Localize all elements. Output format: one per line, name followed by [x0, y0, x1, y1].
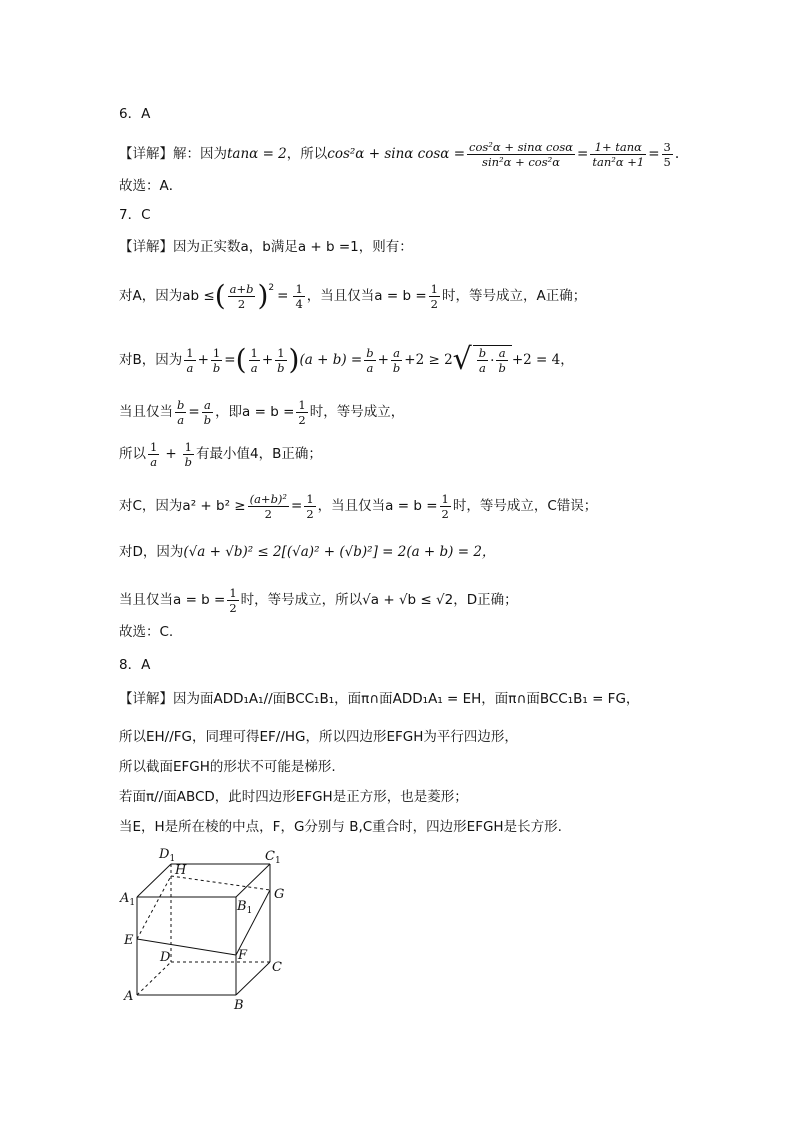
- q7-option-d-equality: 当且仅当a = b = $\frac{1}{2}$ 时，等号成立，所以√a + √b ≤ √2，D正确；: [119, 585, 518, 615]
- q7-intro: 【详解】因为正实数a，b满足a + b =1，则有：: [119, 239, 413, 255]
- label-A: A: [124, 989, 134, 1004]
- q6-tan-eq: tanα = 2: [227, 146, 287, 162]
- q7-answer: 故选：C.: [119, 624, 174, 640]
- q6-fraction-2: $\frac{1+ \tan\alpha}{\text{tan²α +1}}$: [592, 139, 645, 169]
- q6-label: 6．A: [119, 106, 151, 122]
- cube-figure: [115, 840, 315, 1015]
- q8-line-2: 所以EH//FG，同理可得EF//HG，所以四边形EFGH为平行四边形，: [119, 729, 518, 745]
- edge-BC: [236, 962, 270, 995]
- label-E: E: [124, 933, 134, 948]
- q7-label: 7．C: [119, 207, 151, 223]
- edge-B1C1: [236, 864, 270, 897]
- label-D1: $D_1$: [159, 847, 176, 864]
- q6-so: ，所以: [286, 146, 328, 162]
- q8-line-1: 【详解】因为面ADD₁A₁//面BCC₁B₁，面π∩面ADD₁A₁ = EH，面π∩面BCC₁B₁ = FG，: [119, 691, 640, 707]
- q6-detail-text: 【详解】解：因为: [119, 146, 227, 162]
- q7-option-b-equality: 当且仅当 $\frac{b}{a}$ = $\frac{a}{b}$ ，即a = b = $\frac{1}{2}$ 时，等号成立，: [119, 397, 405, 427]
- q8-line-3: 所以截面EFGH的形状不可能是梯形.: [119, 759, 336, 775]
- label-C1: $C_1$: [265, 849, 281, 866]
- hidden-EH: [137, 876, 171, 939]
- q7-option-b: 对B，因为 $\frac{1}{a}$ + $\frac{1}{b}$ = ( $\frac{1}{a}$ + $\frac{1}{b}$ ) (a + b) = $\frac{b}{a}$ + $\frac{a}{b}$ +2 ≥ 2 √ $\frac{b}{a}$ · $\frac{a}{b}$ +2 = 4，: [119, 342, 574, 377]
- label-B: B: [234, 998, 244, 1013]
- q8-line-5: 当E，H是所在棱的中点，F，G分别与 B,C重合时，四边形EFGH是长方形.: [119, 819, 562, 835]
- q6-detail-line: 【详解】解：因为 tanα = 2 ，所以 cos²α + sinα cosα = $\frac{\text{cos²α + sinα cosα}}{\text{sin²α + cos²α}}$ = $\frac{1+ \tan\alpha}{\text{tan²α +1}}$ = $\frac{3}{5}$ .: [119, 139, 680, 169]
- q7-option-c: 对C，因为a² + b² ≥ $\frac{\text{(a+b)²}}{2}$ = $\frac{1}{2}$ ，当且仅当a = b = $\frac{1}{2}$ 时，等号成立，C错误；: [119, 491, 598, 521]
- q8-label: 8．A: [119, 657, 151, 673]
- label-F: F: [238, 948, 248, 963]
- hidden-AD: [137, 962, 171, 995]
- q6-answer: 故选：A．: [119, 178, 183, 194]
- q8-line-4: 若面π//面ABCD，此时四边形EFGH是正方形，也是菱形；: [119, 789, 468, 805]
- label-B1: $B_1$: [237, 899, 253, 916]
- label-A1: $A_1$: [120, 891, 136, 908]
- q7-option-a: 对A，因为ab ≤ ( $\frac{a+b}{2}$ ) 2 = $\frac{1}{4}$ ，当且仅当a = b = $\frac{1}{2}$ 时，等号成立，A正确；: [119, 279, 587, 312]
- q6-lhs: cos²α + sinα cosα =: [327, 146, 466, 162]
- q6-result-fraction: $\frac{3}{5}$: [663, 139, 671, 169]
- label-D: D: [160, 950, 171, 965]
- label-H: H: [175, 863, 187, 878]
- edge-A1D1: [137, 864, 171, 897]
- q7-option-d: 对D，因为(√a + √b)² ≤ 2[(√a)² + (√b)²] = 2(a + b) = 2，: [119, 544, 496, 560]
- q6-fraction-1: $\frac{\text{cos²α + sinα cosα}}{\text{sin²α + cos²α}}$: [469, 139, 574, 169]
- label-C: C: [272, 960, 282, 975]
- q7-option-b-min: 所以 $\frac{1}{a}$ + $\frac{1}{b}$ 有最小值4，B正确；: [119, 439, 322, 469]
- section-EF: [137, 939, 236, 955]
- label-G: G: [274, 887, 285, 902]
